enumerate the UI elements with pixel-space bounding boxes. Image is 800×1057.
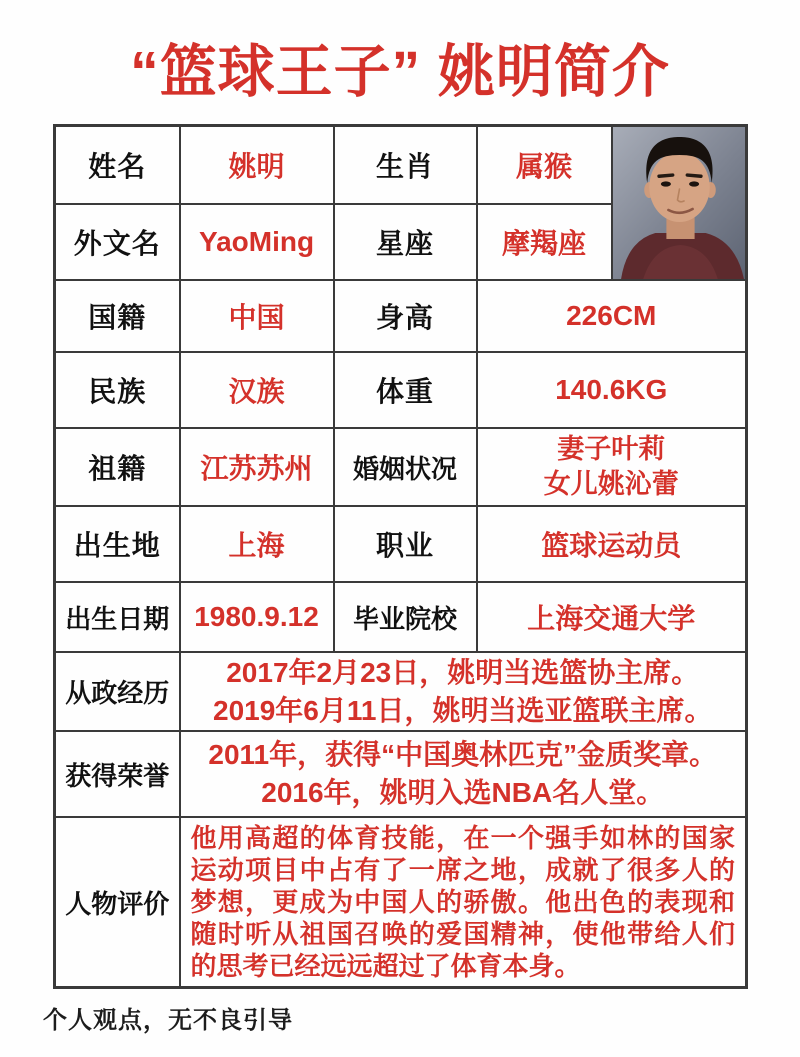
- value-marital-status: [477, 428, 747, 506]
- value-ethnicity: 汉族: [180, 352, 334, 428]
- label-birthdate: 出生日期: [55, 582, 180, 652]
- label-zodiac: 生肖: [334, 126, 477, 204]
- value-ancestral-home: 江苏苏州: [180, 428, 334, 506]
- table-row: [55, 506, 747, 582]
- label-birthplace: 出生地: [55, 506, 180, 582]
- marital-line-daughter: 女儿姚沁蕾: [543, 469, 679, 499]
- political-line-2: 2019年6月11日，姚明当选亚篮联主席。: [213, 694, 713, 726]
- label-star-sign: 星座: [334, 204, 477, 280]
- label-honors: 获得荣誉: [55, 731, 180, 817]
- label-name: 姓名: [55, 126, 180, 204]
- label-nationality: 国籍: [55, 280, 180, 352]
- table-row: [55, 126, 747, 204]
- table-row: [55, 280, 747, 352]
- table-row: [55, 428, 747, 506]
- disclaimer-text: 个人观点，无不良引导: [43, 1007, 293, 1034]
- value-evaluation: 他用高超的体育技能，在一个强手如林的国家运动项目中占有了一席之地，成就了很多人的梦想，更成为中国人的骄傲。他出色的表现和随时听从祖国召唤的爱国精神，使他带给人们的思考已经远远超过了体育本身。: [180, 817, 747, 988]
- label-weight: 体重: [334, 352, 477, 428]
- value-weight: 140.6KG: [477, 352, 747, 428]
- label-ethnicity: 民族: [55, 352, 180, 428]
- political-line-1: 2017年2月23日，姚明当选篮协主席。: [226, 656, 700, 688]
- label-evaluation: 人物评价: [55, 817, 180, 988]
- value-alma-mater: 上海交通大学: [477, 582, 747, 652]
- value-birthplace: 上海: [180, 506, 334, 582]
- table-row: [55, 731, 747, 817]
- page-title: “篮球王子” 姚明简介: [130, 40, 670, 104]
- label-occupation: 职业: [334, 506, 477, 582]
- value-star-sign: 摩羯座: [477, 204, 612, 280]
- table-row: [55, 352, 747, 428]
- profile-table: [53, 124, 748, 989]
- table-row: [55, 817, 747, 988]
- value-height: 226CM: [477, 280, 747, 352]
- table-row: [55, 652, 747, 731]
- portrait-illustration: [613, 127, 747, 279]
- label-ancestral-home: 祖籍: [55, 428, 180, 506]
- label-marital-status: 婚姻状况: [334, 428, 477, 506]
- value-honors: [180, 731, 747, 817]
- value-foreign-name: YaoMing: [180, 204, 334, 280]
- value-occupation: 篮球运动员: [477, 506, 747, 582]
- marital-line-wife: 妻子叶莉: [557, 434, 666, 464]
- honor-line-2: 2016年，姚明入选NBA名人堂。: [261, 777, 665, 808]
- value-birthdate: 1980.9.12: [180, 582, 334, 652]
- label-height: 身高: [334, 280, 477, 352]
- value-nationality: 中国: [180, 280, 334, 352]
- honor-line-1: 2011年，获得“中国奥林匹克”金质奖章。: [208, 739, 718, 770]
- value-name: 姚明: [180, 126, 334, 204]
- table-row: [55, 582, 747, 652]
- label-alma-mater: 毕业院校: [334, 582, 477, 652]
- value-political-career: [180, 652, 747, 731]
- label-political-career: 从政经历: [55, 652, 180, 731]
- yaoming-photo: [612, 126, 747, 281]
- value-zodiac: 属猴: [477, 126, 612, 204]
- label-foreign-name: 外文名: [55, 204, 180, 280]
